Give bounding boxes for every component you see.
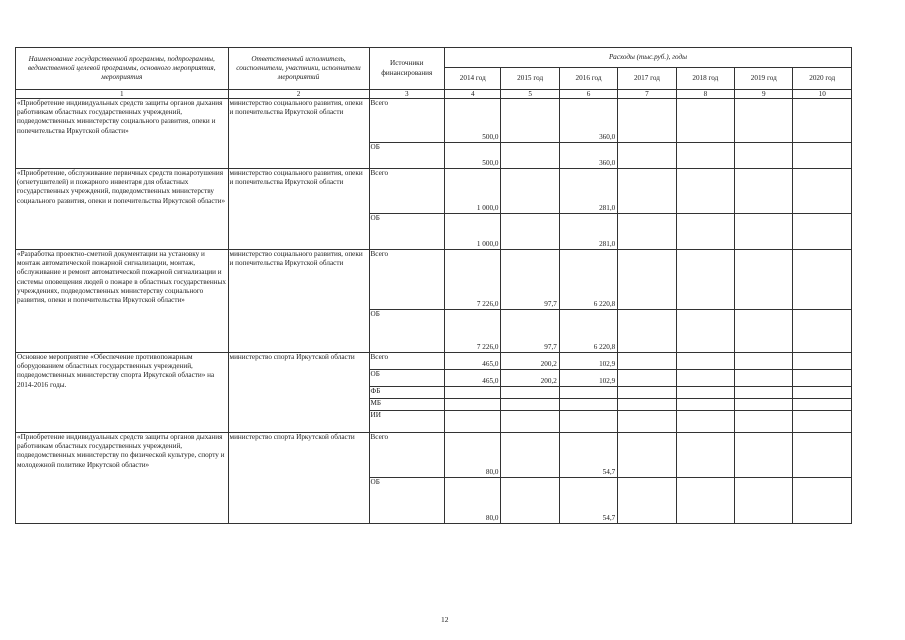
expense-amount [676,250,734,310]
expense-amount [735,99,793,143]
column-number: 8 [676,90,734,99]
measure-name: «Разработка проектно-сметной документации на установку и монтаж автоматической пожарной сигнализации, монтаж, обслуживание и ремонт автоматической пожарной сигнализации и системы оповещения людей о пожаре в областных государственных учреждениях, подведомственных министерству социального развития, опеки и попечительства Иркутской области» [16,250,229,353]
funding-source: МБ [369,399,445,411]
expense-amount: 102,9 [559,353,617,370]
measure-name: «Приобретение индивидуальных средств защиты органов дыхания работникам областных государственных учреждений, подведомственных министерству социального развития, опеки и попечительства Иркутской области» [16,99,229,169]
funding-source: Всего [369,99,445,143]
expense-amount [618,433,676,478]
expense-amount [618,169,676,214]
header-name: Наименование государственной программы, подпрограммы, ведомственной целевой программы, основного мероприятия, мероприятия [16,48,229,90]
column-number: 7 [618,90,676,99]
header-year: 2016 год [559,68,617,90]
header-year: 2015 год [501,68,559,90]
table-row [16,433,852,478]
expense-amount: 281,0 [559,169,617,214]
expense-amount [793,214,852,250]
expense-amount: 200,2 [501,353,559,370]
expense-amount [559,399,617,411]
expense-amount [735,250,793,310]
column-number: 2 [228,90,369,99]
expense-amount [501,478,559,524]
table-row [16,99,852,143]
expense-amount [735,387,793,399]
measure-executor: министерство социального развития, опеки и попечительства Иркутской области [228,169,369,250]
expense-amount [501,387,559,399]
column-number: 3 [369,90,445,99]
table-body [16,99,852,524]
expense-amount [501,169,559,214]
column-number: 6 [559,90,617,99]
header-year: 2020 год [793,68,852,90]
measure-name: Основное мероприятие «Обеспечение противопожарным оборудованием областных государственных учреждений, подведомственных министерству спорта Иркутской области» на 2014-2016 годы. [16,353,229,433]
expense-amount [501,99,559,143]
expense-amount [445,387,501,399]
funding-source: ОБ [369,370,445,387]
expense-amount [793,310,852,353]
expense-amount [735,353,793,370]
expense-amount [793,169,852,214]
expense-amount [618,478,676,524]
expense-amount: 54,7 [559,433,617,478]
funding-source: Всего [369,353,445,370]
expense-amount [618,214,676,250]
expense-amount [676,353,734,370]
header-year: 2018 год [676,68,734,90]
expense-amount [735,478,793,524]
expense-amount [735,169,793,214]
expense-amount [618,370,676,387]
funding-source: ИИ [369,411,445,433]
header-year: 2017 год [618,68,676,90]
column-number: 5 [501,90,559,99]
measure-executor: министерство социального развития, опеки и попечительства Иркутской области [228,99,369,169]
expense-amount: 97,7 [501,250,559,310]
expense-amount [618,387,676,399]
expense-amount [793,370,852,387]
expense-amount [793,411,852,433]
expenses-table [15,47,852,524]
funding-source: ОБ [369,478,445,524]
funding-source: ОБ [369,214,445,250]
expense-amount [501,143,559,169]
expense-amount [793,433,852,478]
expense-amount [676,99,734,143]
expense-amount: 6 220,8 [559,310,617,353]
funding-source: Всего [369,433,445,478]
expense-amount [735,214,793,250]
expense-amount [676,143,734,169]
funding-source: Всего [369,169,445,214]
expense-amount: 97,7 [501,310,559,353]
expense-amount [793,353,852,370]
expense-amount [559,387,617,399]
expense-amount [676,370,734,387]
expense-amount [676,169,734,214]
expense-amount: 7 226,0 [445,310,501,353]
expense-amount [735,310,793,353]
expense-amount: 54,7 [559,478,617,524]
expense-amount [501,399,559,411]
expense-amount: 1 000,0 [445,169,501,214]
measure-name: «Приобретение индивидуальных средств защиты органов дыхания работникам областных государственных учреждений, подведомственных министерству по физической культуре, спорту и молодежной политике Иркутской области» [16,433,229,524]
expense-amount: 360,0 [559,99,617,143]
column-number: 9 [735,90,793,99]
expense-amount [618,310,676,353]
funding-source: ОБ [369,310,445,353]
expense-amount: 80,0 [445,478,501,524]
expense-amount: 1 000,0 [445,214,501,250]
expense-amount [618,250,676,310]
expense-amount [793,99,852,143]
header-year: 2019 год [735,68,793,90]
header-expenses: Расходы (тыс.руб.), годы [445,48,852,68]
expense-amount [793,478,852,524]
expense-amount: 7 226,0 [445,250,501,310]
table-header [16,48,852,99]
header-executor: Ответственный исполнитель, соисполнители, участники, исполнители мероприятий [228,48,369,90]
expense-amount [676,214,734,250]
expense-amount [676,310,734,353]
expense-amount [735,143,793,169]
expense-amount [793,250,852,310]
expense-amount [735,411,793,433]
expense-amount: 281,0 [559,214,617,250]
expense-amount [676,411,734,433]
expense-amount [676,387,734,399]
expense-amount [445,411,501,433]
expense-amount: 102,9 [559,370,617,387]
table-row [16,250,852,310]
expense-amount [676,399,734,411]
measure-executor: министерство спорта Иркутской области [228,353,369,433]
funding-source: Всего [369,250,445,310]
measure-executor: министерство спорта Иркутской области [228,433,369,524]
expense-amount [793,399,852,411]
expense-amount: 80,0 [445,433,501,478]
expense-amount: 360,0 [559,143,617,169]
funding-source: ОБ [369,143,445,169]
page-number: 12 [441,615,449,624]
table-row [16,169,852,214]
expense-amount [501,411,559,433]
expense-amount [793,143,852,169]
expense-amount [559,411,617,433]
expense-amount [501,214,559,250]
expense-amount [793,387,852,399]
expense-amount: 500,0 [445,99,501,143]
expense-amount [618,353,676,370]
expense-amount [618,399,676,411]
expense-amount [618,143,676,169]
expense-amount [676,478,734,524]
expense-amount [618,411,676,433]
funding-source: ФБ [369,387,445,399]
expense-amount: 465,0 [445,370,501,387]
expense-amount [618,99,676,143]
measure-name: «Приобретение, обслуживание первичных средств пожаротушения (огнетушителей) и пожарного инвентаря для областных государственных учреждений, подведомственных министерству социального развития, опеки и попечительства Иркутской области» [16,169,229,250]
expense-amount: 500,0 [445,143,501,169]
column-number: 1 [16,90,229,99]
column-number: 4 [445,90,501,99]
header-sources: Источники финансирования [369,48,445,90]
expense-amount [501,433,559,478]
measure-executor: министерство социального развития, опеки и попечительства Иркутской области [228,250,369,353]
expense-amount [735,433,793,478]
column-numbers-row [16,90,852,99]
expense-amount: 465,0 [445,353,501,370]
expense-amount: 6 220,8 [559,250,617,310]
expense-amount [445,399,501,411]
table-row [16,353,852,370]
expense-amount [676,433,734,478]
column-number: 10 [793,90,852,99]
expense-amount [735,370,793,387]
expense-amount: 200,2 [501,370,559,387]
expense-amount [735,399,793,411]
header-year: 2014 год [445,68,501,90]
